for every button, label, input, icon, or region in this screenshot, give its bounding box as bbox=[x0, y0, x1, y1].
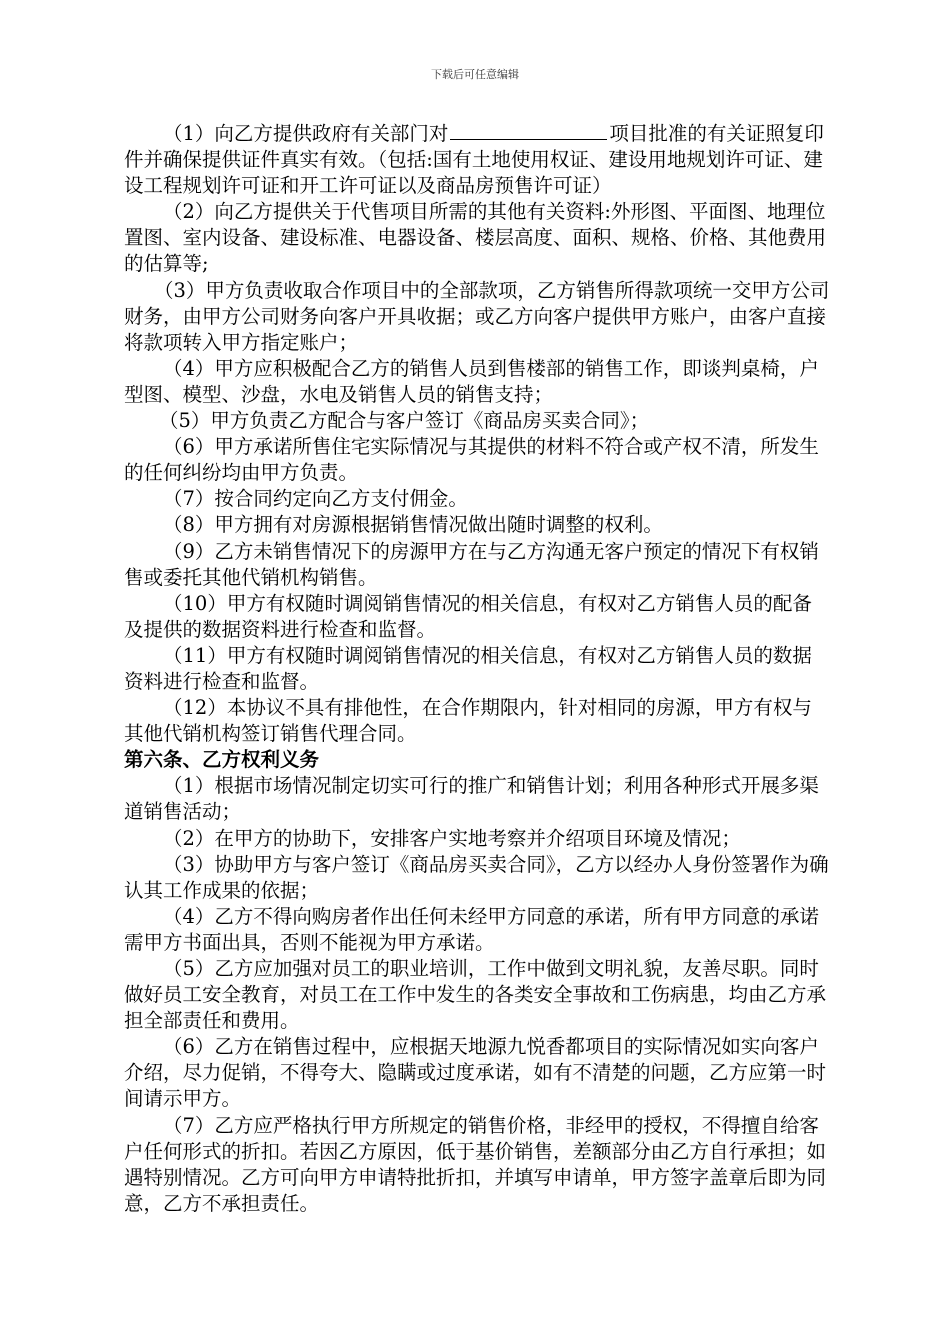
section-heading: 第六条、乙方权利义务 bbox=[124, 748, 320, 772]
paragraph-a6: （6）甲方承诺所售住宅实际情况与其提供的材料不符合或产权不清，所发生的任何纠纷均由甲方负责。 bbox=[124, 435, 819, 485]
paragraph-a2: （2）向乙方提供关于代售项目所需的其他有关资料:外形图、平面图、地理位置图、室内设备、建设标准、电器设备、楼层高度、面积、规格、价格、其他费用的估算等; bbox=[124, 200, 827, 276]
paragraph-b3: （3）协助甲方与客户签订《商品房买卖合同》，乙方以经办人身份签署作为确认其工作成果的依据； bbox=[124, 852, 829, 902]
paragraph-b5: （5）乙方应加强对员工的职业培训，工作中做到文明礼貌，友善尽职。同时做好员工安全教育，对员工在工作中发生的各类安全事故和工伤病患，均由乙方承担全部责任和费用。 bbox=[124, 957, 827, 1033]
paragraph-b6: （6）乙方在销售过程中，应根据天地源九悦香都项目的实际情况如实向客户介绍，尽力促销，不得夸大、隐瞒或过度承诺，如有不清楚的问题，乙方应第一时间请示甲方。 bbox=[124, 1035, 827, 1111]
paragraph-a1-before: （1）向乙方提供政府有关部门对 bbox=[163, 122, 449, 145]
paragraph-a9: （9）乙方未销售情况下的房源甲方在与乙方沟通无客户预定的情况下有权销售或委托其他代销机构销售。 bbox=[124, 539, 819, 589]
paragraph-a7: （7）按合同约定向乙方支付佣金。 bbox=[163, 487, 468, 511]
page-header: 下载后可任意编辑 bbox=[431, 68, 519, 81]
paragraph-b7: （7）乙方应严格执行甲方所规定的销售价格，非经甲的授权，不得擅自给客户任何形式的折扣。若因乙方原因，低于基价销售，差额部分由乙方自行承担；如遇特别情况。乙方可向甲方申请特批折扣，并填写申请单，甲方签字盖章后即为同意，乙方不承担责任。 bbox=[124, 1113, 827, 1215]
paragraph-a4: （4）甲方应积极配合乙方的销售人员到售楼部的销售工作，即谈判桌椅，户型图、模型、沙盘，水电及销售人员的销售支持； bbox=[124, 356, 819, 406]
paragraph-a1 bbox=[124, 121, 830, 199]
paragraph-b1: （1）根据市场情况制定切实可行的推广和销售计划；利用各种形式开展多渠道销售活动； bbox=[124, 774, 819, 824]
paragraph-a12: （12）本协议不具有排他性，在合作期限内，针对相同的房源，甲方有权与其他代销机构签订销售代理合同。 bbox=[124, 696, 812, 746]
paragraph-b2: （2）在甲方的协助下，安排客户实地考察并介绍项目环境及情况； bbox=[163, 826, 741, 850]
paragraph-a8: （8）甲方拥有对房源根据销售情况做出随时调整的权利。 bbox=[163, 513, 663, 537]
paragraph-a1-after: 项目批准的有关证照复印件并确保提供证件真实有效。（包括:国有土地使用权证、建设用地规划许可证、建设工程规划许可证和开工许可证以及商品房预售许可证） bbox=[124, 122, 824, 198]
fill-in-blank bbox=[450, 121, 607, 140]
document-body bbox=[124, 121, 830, 1217]
paragraph-a5: （5）甲方负责乙方配合与客户签订《商品房买卖合同》； bbox=[159, 409, 650, 433]
paragraph-a10: （10）甲方有权随时调阅销售情况的相关信息，有权对乙方销售人员的配备及提供的数据资料进行检查和监督。 bbox=[124, 591, 812, 641]
paragraph-b4: （4）乙方不得向购房者作出任何未经甲方同意的承诺，所有甲方同意的承诺需甲方书面出具，否则不能视为甲方承诺。 bbox=[124, 904, 819, 954]
paragraph-a3: （3）甲方负责收取合作项目中的全部款项，乙方销售所得款项统一交甲方公司财务，由甲方公司财务向客户开具收据；或乙方向客户提供甲方账户，由客户直接将款项转入甲方指定账户； bbox=[124, 278, 830, 354]
paragraph-a11: （11）甲方有权随时调阅销售情况的相关信息，有权对乙方销售人员的数据资料进行检查和监督。 bbox=[124, 643, 812, 693]
